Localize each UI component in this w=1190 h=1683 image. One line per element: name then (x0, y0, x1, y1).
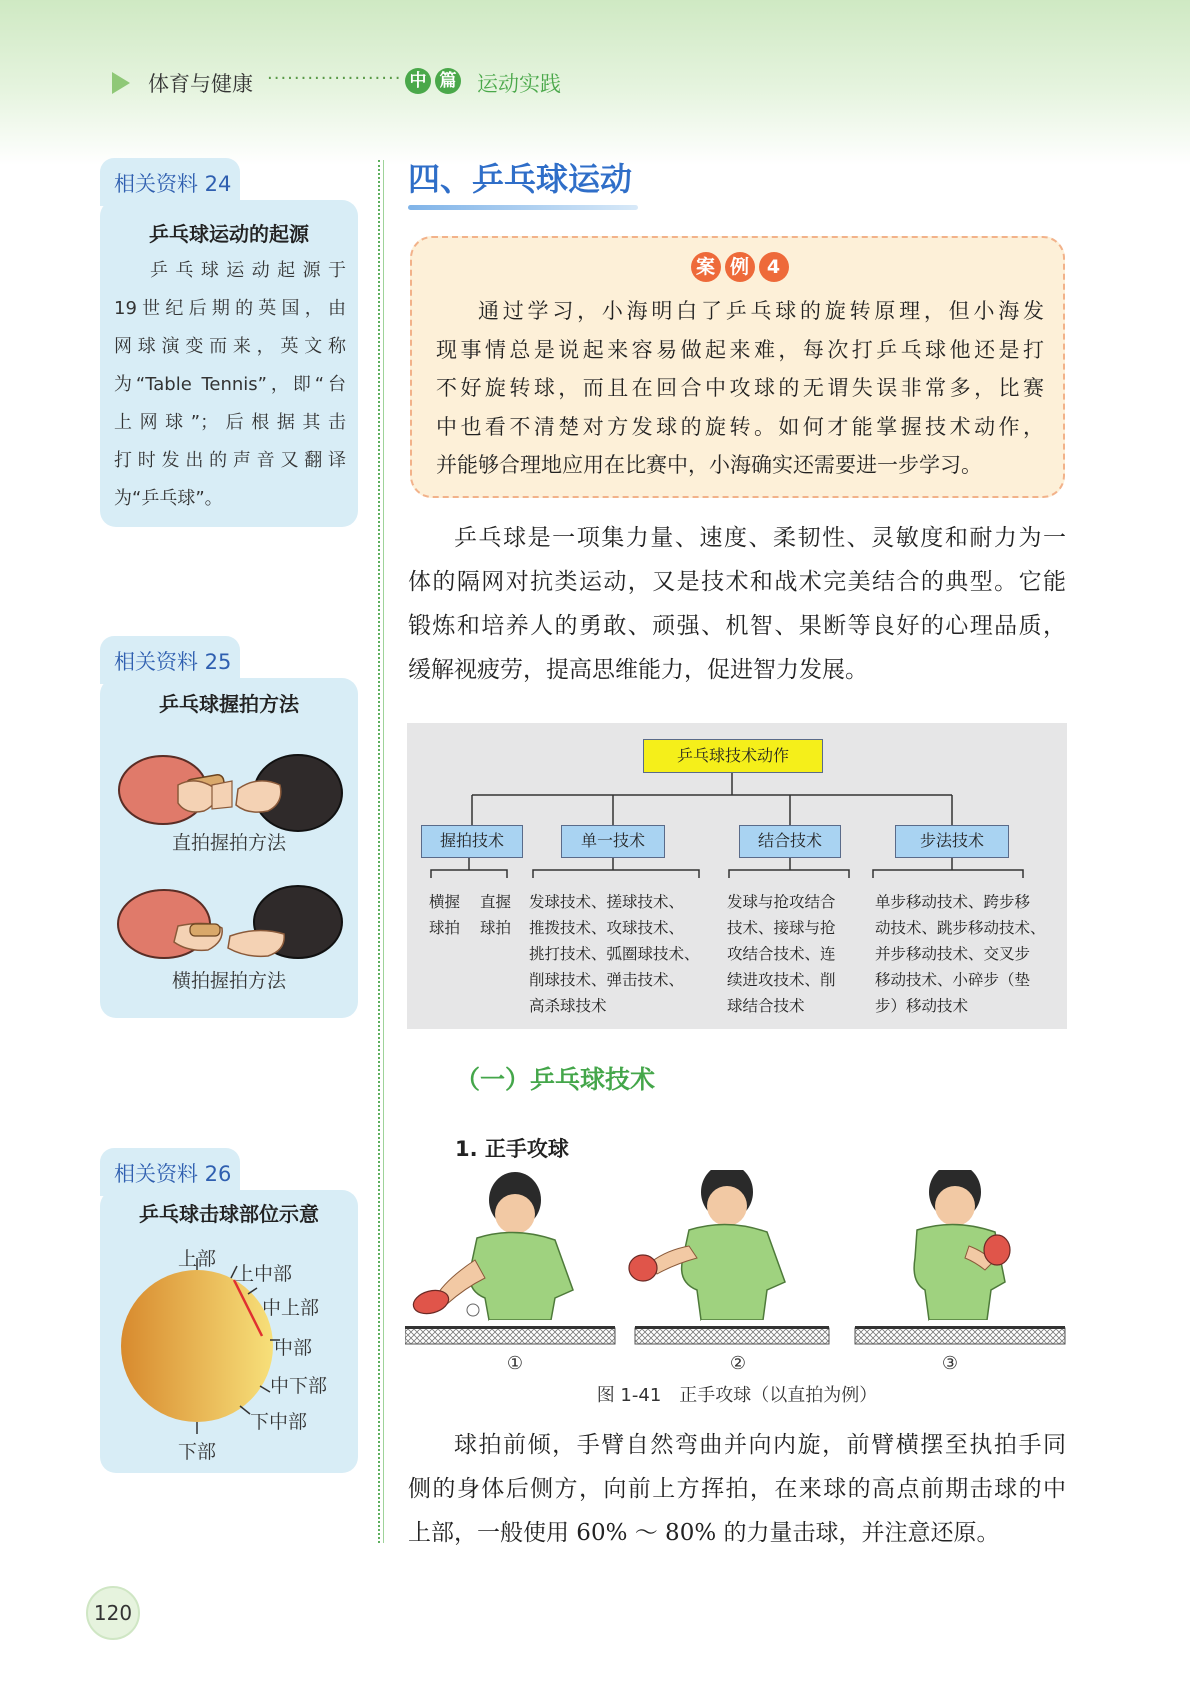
shakehand-grip-illustration (108, 880, 348, 980)
card25-title: 乒乓球握拍方法 (159, 692, 299, 716)
tree-leaf-line: 球结合技术 (727, 997, 805, 1015)
card25-caption-2: 横拍握拍方法 (171, 970, 286, 992)
card24-line: 上网球”；后根据其击 (114, 412, 346, 433)
tree-leaf-line: 发球与抢攻结合 (727, 893, 836, 911)
label-upper-middle: 上中部 (235, 1263, 293, 1285)
case-label-char: 案 (691, 252, 721, 282)
intro-line: 缓解视疲劳，提高思维能力，促进智力发展。 (408, 657, 868, 683)
header-part-char-2: 篇 (435, 68, 461, 94)
tree-leaf-line: 攻结合技术、连 (727, 945, 836, 963)
tree-leaf-grip-penhold (480, 889, 511, 941)
label-middle: 中部 (274, 1337, 313, 1359)
item-title: 1. 正手攻球 (455, 1137, 569, 1161)
column-divider-line (383, 160, 384, 1543)
label-bottom: 下部 (178, 1441, 217, 1463)
tree-leaf-line: 步）移动技术 (875, 997, 969, 1015)
title-underline (408, 205, 638, 210)
section-title: 四、乒乓球运动 (408, 160, 633, 198)
figure-number-3: ③ (941, 1353, 959, 1374)
card24-line: 乒乓球运动起源于 (150, 260, 346, 281)
net-1 (405, 1328, 615, 1344)
intro-line: 锻炼和培养人的勇敢、顽强、机智、果断等良好的心理品质， (408, 613, 1066, 639)
tree-leaf-line: 单步移动技术、跨步移 (875, 893, 1031, 911)
header-dots: ···················· (267, 68, 402, 89)
case-label (412, 252, 1067, 282)
header-section: 运动实践 (477, 72, 561, 96)
label-lower-middle: 下中部 (250, 1411, 308, 1433)
figure-caption: 图 1-41 正手攻球（以直拍为例） (596, 1385, 878, 1406)
card24-line: 为“乒乓球”。 (114, 488, 223, 509)
card24-line: 打时发出的声音又翻译 (114, 450, 346, 471)
tree-leaf-line: 挑打技术、弧圈球技术、 (529, 945, 700, 963)
tree-node-combined: 结合技术 (739, 825, 841, 858)
case-box (410, 236, 1065, 498)
tree-leaf-line: 移动技术、小碎步（垫 (875, 971, 1031, 989)
label-middle-upper: 中上部 (262, 1297, 320, 1319)
case-label-char: 例 (725, 252, 755, 282)
player-3 (914, 1170, 1010, 1344)
tree-root-node: 乒乓球技术动作 (643, 739, 823, 773)
card25-tab: 相关资料 25 (100, 636, 240, 684)
card24-line: 网球演变而来，英文称 (114, 336, 346, 357)
header-subject: 体育与健康 (148, 72, 253, 96)
card24-line: 为“Table Tennis”，即“台 (114, 374, 346, 395)
player-2 (629, 1170, 785, 1344)
case-line: 中也看不清楚对方发球的旋转。如何才能掌握技术动作， (436, 414, 1044, 439)
tree-leaf-line: 发球技术、搓球技术、 (529, 893, 685, 911)
body-line: 上部，一般使用 60% ～ 80% 的力量击球，并注意还原。 (408, 1520, 1000, 1546)
case-line: 通过学习，小海明白了乒乓球的旋转原理，但小海发 (478, 299, 1044, 323)
case-line: 不好旋转球，而且在回合中攻球的无谓失误非常多，比赛 (436, 376, 1044, 400)
tree-leaf-line: 球拍 (429, 919, 461, 937)
tree-leaf-grip-shakehand (429, 889, 460, 941)
figure-number-2: ② (729, 1353, 747, 1374)
tree-leaf-line: 削球技术、弹击技术、 (529, 971, 685, 989)
label-top: 上部 (178, 1248, 217, 1270)
case-line: 现事情总是说起来容易做起来难，每次打乒乓球他还是打 (436, 337, 1044, 362)
tree-leaf-line: 技术、接球与抢 (727, 919, 836, 937)
page-number: 120 (86, 1586, 140, 1640)
case-label-number: 4 (759, 252, 789, 282)
tree-node-grip: 握拍技术 (421, 825, 523, 858)
net-2 (635, 1328, 829, 1344)
column-divider (378, 160, 380, 1543)
card26-title: 乒乓球击球部位示意 (139, 1202, 319, 1226)
net-3 (855, 1328, 1065, 1344)
body-line: 侧的身体后侧方，向前上方挥拍，在来球的高点前期击球的中 (408, 1476, 1066, 1502)
header-part-char-1: 中 (405, 68, 431, 94)
tree-node-single: 单一技术 (561, 825, 665, 858)
card24-tab: 相关资料 24 (100, 158, 240, 206)
tree-node-footwork: 步法技术 (895, 825, 1009, 858)
intro-paragraph (408, 516, 1066, 692)
body-line: 球拍前倾，手臂自然弯曲并向内旋，前臂横摆至执拍手同 (454, 1432, 1066, 1458)
label-middle-lower: 中下部 (270, 1375, 328, 1397)
card25-caption-1: 直拍握拍方法 (171, 832, 286, 854)
intro-line: 乒乓球是一项集力量、速度、柔韧性、灵敏度和耐力为一 (454, 525, 1066, 551)
tree-leaf-line: 直握 (480, 893, 512, 911)
player-1 (411, 1172, 573, 1346)
card26-tab: 相关资料 26 (100, 1148, 240, 1196)
tree-leaf-line: 横握 (429, 893, 461, 911)
tree-leaf-footwork (875, 889, 1046, 1019)
tree-leaf-single (529, 889, 700, 1019)
case-line: 并能够合理地应用在比赛中，小海确实还需要进一步学习。 (436, 453, 982, 477)
tree-leaf-line: 续进攻技术、削 (727, 971, 836, 989)
case-text (436, 292, 1044, 485)
tree-leaf-line: 推拨技术、攻球技术、 (529, 919, 685, 937)
card24-line: 19世纪后期的英国，由 (114, 298, 346, 319)
tree-leaf-line: 高杀球技术 (529, 997, 607, 1015)
technique-tree-diagram (407, 723, 1067, 1029)
tree-leaf-combined (727, 889, 836, 1019)
card24-text (114, 252, 346, 518)
page-header (0, 0, 1190, 165)
card24-title: 乒乓球运动的起源 (149, 222, 309, 246)
figure-number-1: ① (506, 1353, 524, 1374)
subsection-title: （一）乒乓球技术 (455, 1065, 656, 1094)
intro-line: 体的隔网对抗类运动，又是技术和战术完美结合的典型。它能 (408, 569, 1066, 595)
tree-leaf-line: 球拍 (480, 919, 512, 937)
tree-leaf-line: 并步移动技术、交叉步 (875, 945, 1031, 963)
forehand-attack-figure (405, 1170, 1070, 1350)
tree-leaf-line: 动技术、跳步移动技术、 (875, 919, 1046, 937)
ball-contact-diagram (100, 1236, 358, 1466)
body-paragraph (408, 1423, 1066, 1555)
play-arrow-icon (112, 72, 130, 94)
